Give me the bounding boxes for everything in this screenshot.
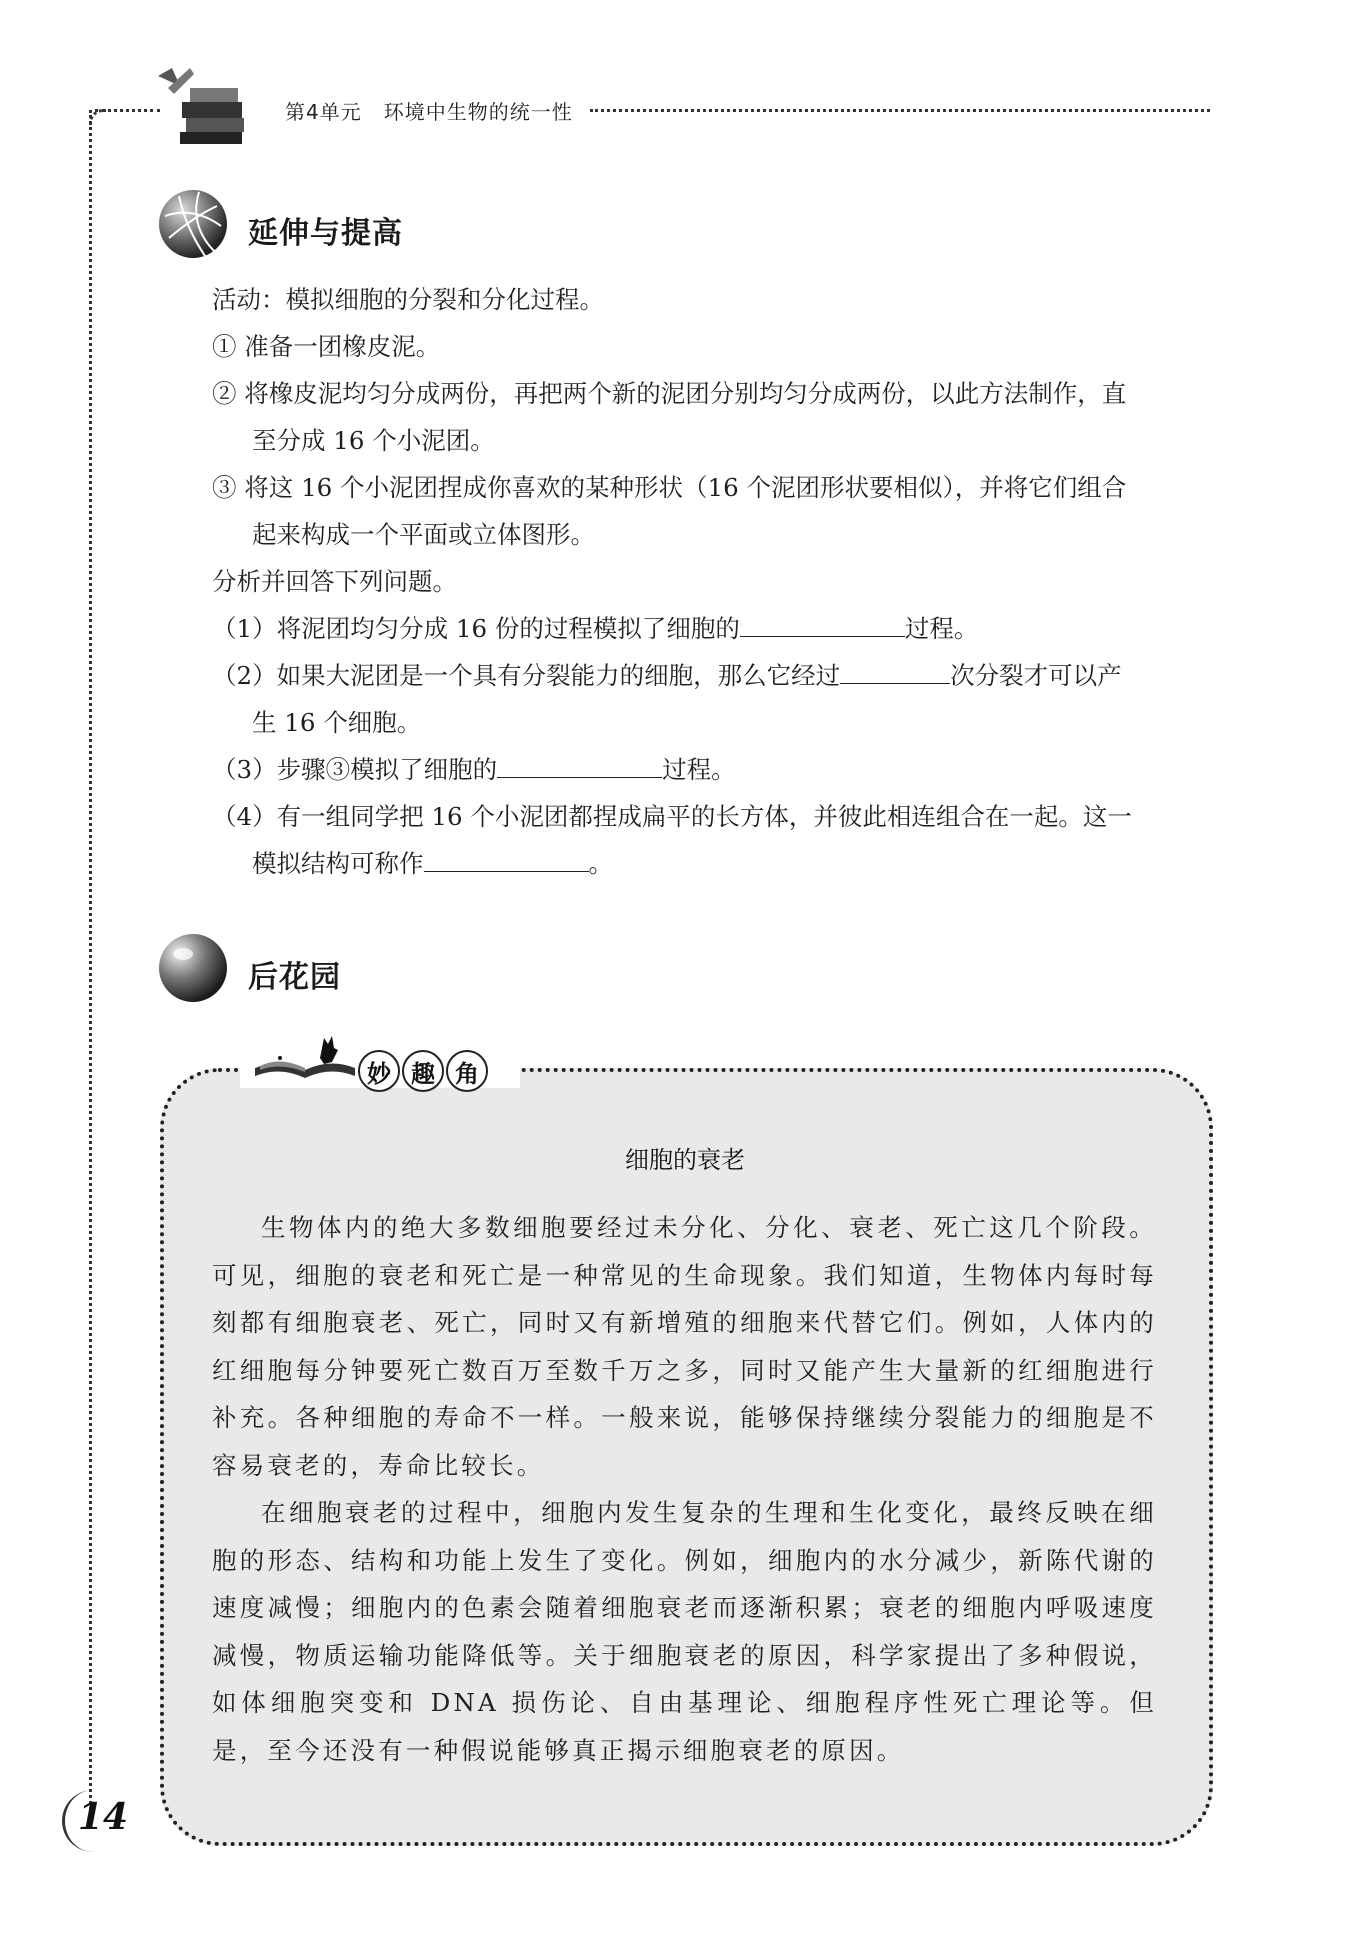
globe-icon xyxy=(155,186,231,262)
activity-block xyxy=(212,276,1212,887)
answer-blank[interactable] xyxy=(740,616,905,637)
unit-label: 第4单元 xyxy=(285,100,362,124)
story-body xyxy=(212,1204,1157,1774)
story-title: 细胞的衰老 xyxy=(625,1146,745,1174)
activity-line: 活动：模拟细胞的分裂和分化过程。 xyxy=(212,285,604,314)
answer-blank[interactable] xyxy=(840,663,950,684)
question-4: （4）有一组同学把 16 个小泥团都捏成扁平的长方体，并彼此相连组合在一起。这一 xyxy=(212,802,1132,831)
answer-blank[interactable] xyxy=(424,851,589,872)
book-cat-icon xyxy=(250,1028,360,1083)
section-title-garden: 后花园 xyxy=(248,960,341,995)
section-title-extension: 延伸与提高 xyxy=(248,216,403,251)
tab-char: 趣 xyxy=(402,1050,444,1092)
question-2-cont: 生 16 个细胞。 xyxy=(252,708,422,737)
activity-step-cont: 起来构成一个平面或立体图形。 xyxy=(252,520,595,549)
question-2: （2）如果大泥团是一个具有分裂能力的细胞，那么它经过 次分裂才可以产 xyxy=(212,661,1122,690)
unit-title: 环境中生物的统一性 xyxy=(383,100,573,124)
page-number: 14 xyxy=(78,1796,129,1838)
story-paragraph: 在细胞衰老的过程中，细胞内发生复杂的生理和生化变化，最终反映在细胞的形态、结构和功能上发生了变化。例如，细胞内的水分减少，新陈代谢的速度减慢；细胞内的色素会随着细胞衰老而逐渐积累；衰老的细胞内呼吸速度减慢，物质运输功能降低等。关于细胞衰老的原因，科学家提出了多种假说，如体细胞突变和 DNA 损伤论、自由基理论、细胞程序性死亡理论等。但是，至今还没有一种假说能够真正揭示细胞衰老的原因。 xyxy=(212,1498,1157,1765)
feature-tab xyxy=(358,1050,488,1092)
story-paragraph: 生物体内的绝大多数细胞要经过未分化、分化、衰老、死亡这几个阶段。可见，细胞的衰老和死亡是一种常见的生命现象。我们知道，生物体内每时每刻都有细胞衰老、死亡，同时又有新增殖的细胞来代替它们。例如，人体内的红细胞每分钟要死亡数百万至数千万之多，同时又能产生大量新的红细胞进行补充。各种细胞的寿命不一样。一般来说，能够保持继续分裂能力的细胞是不容易衰老的，寿命比较长。 xyxy=(212,1213,1157,1480)
question-1: （1）将泥团均匀分成 16 份的过程模拟了细胞的 过程。 xyxy=(212,614,979,643)
activity-step: ③ 将这 16 个小泥团捏成你喜欢的某种形状（16 个泥团形状要相似），并将它们组合 xyxy=(212,473,1127,502)
header-divider-right xyxy=(590,109,1210,112)
books-logo-icon xyxy=(150,58,250,148)
question-4-cont: 模拟结构可称作 。 xyxy=(252,849,613,878)
sphere-icon xyxy=(155,930,231,1006)
question-3: （3）步骤③模拟了细胞的 过程。 xyxy=(212,755,736,784)
margin-dotted-line xyxy=(89,110,92,1810)
activity-step-cont: 至分成 16 个小泥团。 xyxy=(252,426,495,455)
tab-char: 角 xyxy=(446,1050,488,1092)
running-header xyxy=(285,96,595,125)
tab-char: 妙 xyxy=(358,1050,400,1092)
activity-step: ① 准备一团橡皮泥。 xyxy=(212,332,441,361)
answer-blank[interactable] xyxy=(497,757,662,778)
questions-intro: 分析并回答下列问题。 xyxy=(212,567,457,596)
activity-step: ② 将橡皮泥均匀分成两份，再把两个新的泥团分别均匀分成两份，以此方法制作，直 xyxy=(212,379,1127,408)
